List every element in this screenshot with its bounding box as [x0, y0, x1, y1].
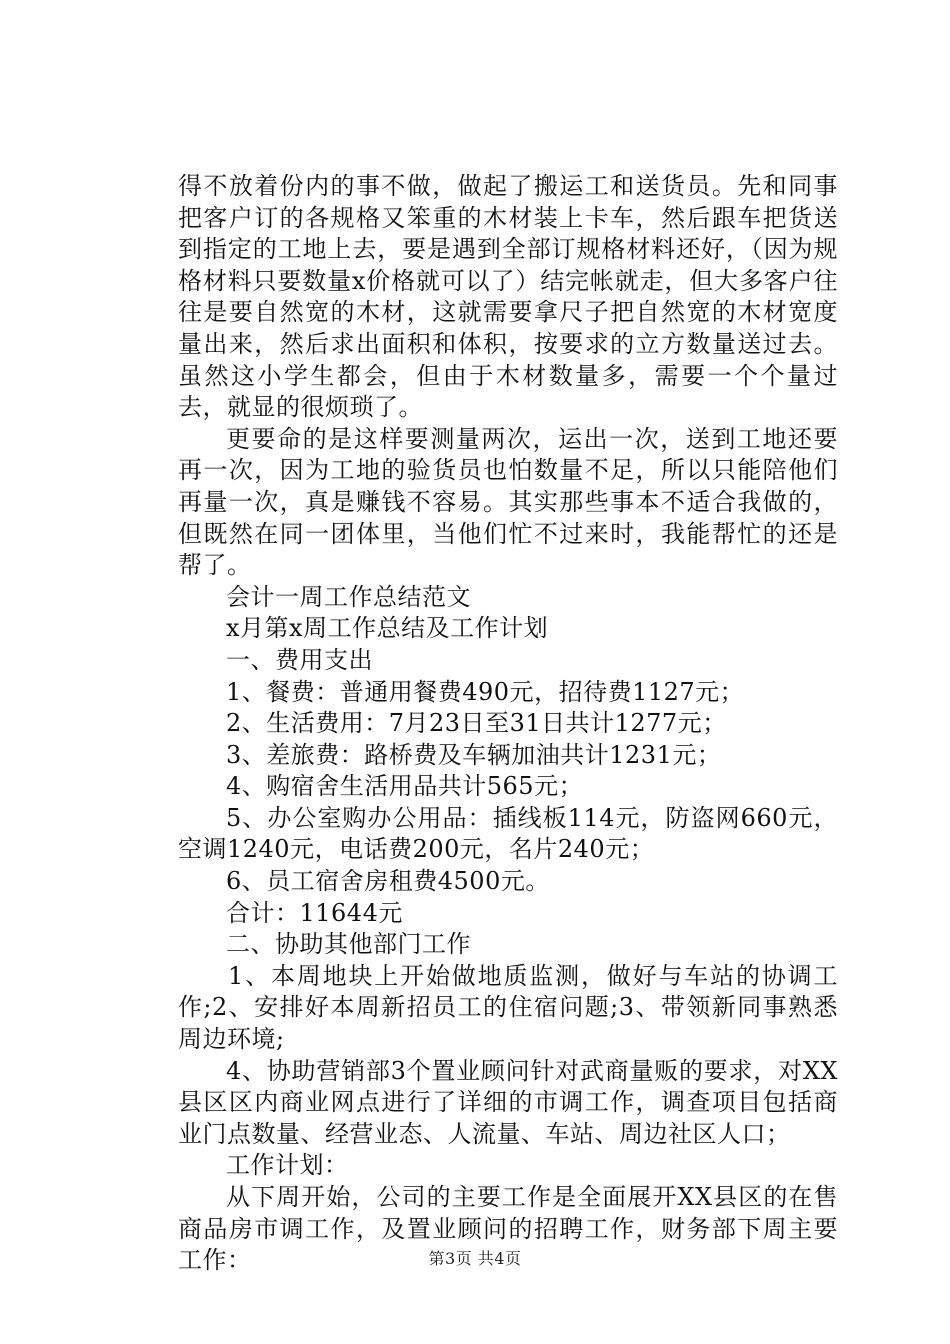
heading-assist-departments: 二、协助其他部门工作 — [226, 930, 471, 959]
paragraph-continuation: 得不放着份内的事不做，做起了搬运工和送货员。先和同事把客户订的各规格又笨重的木材装上卡车，然后跟车把货送到指定的工地上去，要是遇到全部订规格材料还好，（因为规格材料只要数量x价格就可以了）结完帐就走，但大多客户往往是要自然宽的木材，这就需要拿尺子把自然宽的木材宽度量出来，然后求出面积和体积，按要求的立方数量送过去。虽然这小学生都会，但由于木材数量多，需要一个个量过去，就显的很烦琐了。 — [178, 172, 838, 422]
section-title: 会计一周工作总结范文 — [226, 582, 471, 611]
expense-total: 合计：11644元 — [226, 898, 403, 927]
page-footer: 第3页 共4页 — [428, 1249, 522, 1268]
paragraph-measurement: 更要命的是这样要测量两次，运出一次，送到工地还要再一次，因为工地的验货员也怕数量不足，所以只能陪他们再量一次，真是赚钱不容易。其实那些事本不适合我做的，但既然在同一团体里，当他们忙不过来时，我能帮忙的还是帮了。 — [178, 424, 838, 580]
expense-item-dorm-supplies: 4、购宿舍生活用品共计565元； — [226, 772, 584, 801]
report-title: x月第x周工作总结及工作计划 — [226, 614, 549, 643]
expense-item-office-supplies: 5、办公室购办公用品：插线板114元，防盗网660元，空调1240元，电话费200元，名片240元； — [178, 803, 838, 864]
expense-item-meals: 1、餐费：普通用餐费490元，招待费1127元； — [226, 677, 745, 706]
expense-item-living: 2、生活费用：7月23日至31日共计1277元； — [226, 709, 727, 738]
work-plan-text: 从下周开始，公司的主要工作是全面展开XX县区的在售商品房市调工作，及置业顾问的招聘工作，财务部下周主要工作： — [178, 1183, 838, 1275]
expense-item-travel: 3、差旅费：路桥费及车辆加油共计1231元； — [226, 740, 722, 769]
assist-item-marketing: 4、协助营销部3个置业顾问针对武商量贩的要求，对XX县区区内商业网点进行了详细的市调工作，调查项目包括商业门点数量、经营业态、人流量、车站、周边社区人口； — [178, 1056, 838, 1148]
document-body — [178, 171, 838, 1277]
expense-item-rent: 6、员工宿舍房租费4500元。 — [226, 867, 550, 896]
assist-items: 1、本周地块上开始做地质监测，做好与车站的协调工作;2、安排好本周新招员工的住宿问题;3、带领新同事熟悉周边环境; — [178, 961, 838, 1054]
heading-work-plan: 工作计划： — [226, 1151, 349, 1180]
heading-expenses: 一、费用支出 — [226, 645, 373, 674]
